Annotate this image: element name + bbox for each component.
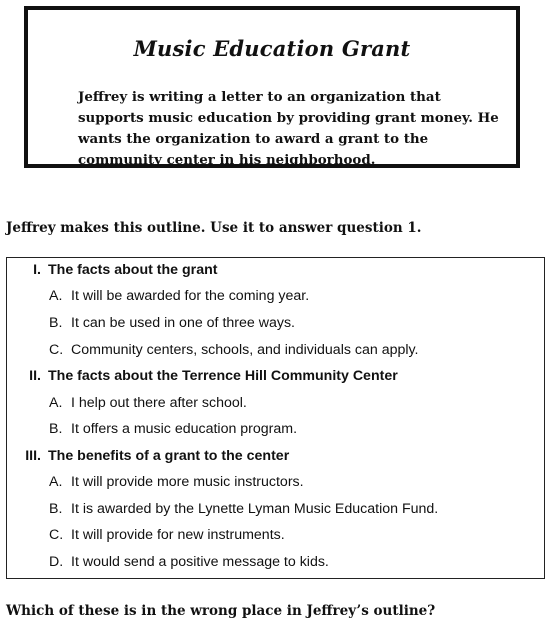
outline-item xyxy=(49,554,329,570)
outline-letter: B. xyxy=(49,421,63,437)
outline-item xyxy=(49,501,438,517)
outline-item-text: It offers a music education program. xyxy=(71,421,298,437)
outline-letter: A. xyxy=(49,474,63,490)
outline-item-text: I help out there after school. xyxy=(71,395,247,411)
outline-numeral: III. xyxy=(25,448,41,464)
outline-item-text: It will be awarded for the coming year. xyxy=(71,288,310,304)
outline-item-text: It is awarded by the Lynette Lyman Music Education Fund. xyxy=(71,501,439,517)
outline-item-text: It can be used in one of three ways. xyxy=(71,315,295,331)
outline-heading-2 xyxy=(19,368,398,384)
passage-text: Jeffrey is writing a letter to an organization that supports music education by providing grant money. He wants the organization to award a grant to the community center in his neighborhood. xyxy=(78,89,499,168)
outline-numeral: II. xyxy=(29,368,41,384)
outline-letter: A. xyxy=(49,395,63,411)
passage-title: Music Education Grant xyxy=(133,36,411,61)
outline-heading-text: The facts about the grant xyxy=(48,262,218,278)
outline-item xyxy=(49,474,304,490)
outline-letter: A. xyxy=(49,288,63,304)
passage-box xyxy=(24,6,520,168)
outline-item xyxy=(49,395,247,411)
outline-item-text: It will provide more music instructors. xyxy=(71,474,304,490)
outline-item xyxy=(49,527,285,543)
outline-letter: B. xyxy=(49,501,63,517)
outline-numeral: I. xyxy=(33,262,41,278)
outline-instruction: Jeffrey makes this outline. Use it to answer question 1. xyxy=(6,220,422,236)
outline-heading-3 xyxy=(19,448,289,464)
outline-item-text: It would send a positive message to kids. xyxy=(71,554,329,570)
outline-item xyxy=(49,421,297,437)
outline-letter: D. xyxy=(49,554,64,570)
outline-item-text: Community centers, schools, and individuals can apply. xyxy=(71,342,419,358)
outline-letter: C. xyxy=(49,342,64,358)
outline-letter: B. xyxy=(49,315,63,331)
outline-box xyxy=(6,257,545,579)
outline-heading-text: The benefits of a grant to the center xyxy=(48,448,290,464)
outline-item-text: It will provide for new instruments. xyxy=(71,527,285,543)
outline-item xyxy=(49,315,295,331)
question-text: Which of these is in the wrong place in Jeffrey’s outline? xyxy=(6,603,436,619)
outline-item xyxy=(49,288,309,304)
outline-item xyxy=(49,342,419,358)
outline-letter: C. xyxy=(49,527,64,543)
outline-heading-1 xyxy=(19,262,217,278)
outline-heading-text: The facts about the Terrence Hill Community Center xyxy=(48,368,398,384)
